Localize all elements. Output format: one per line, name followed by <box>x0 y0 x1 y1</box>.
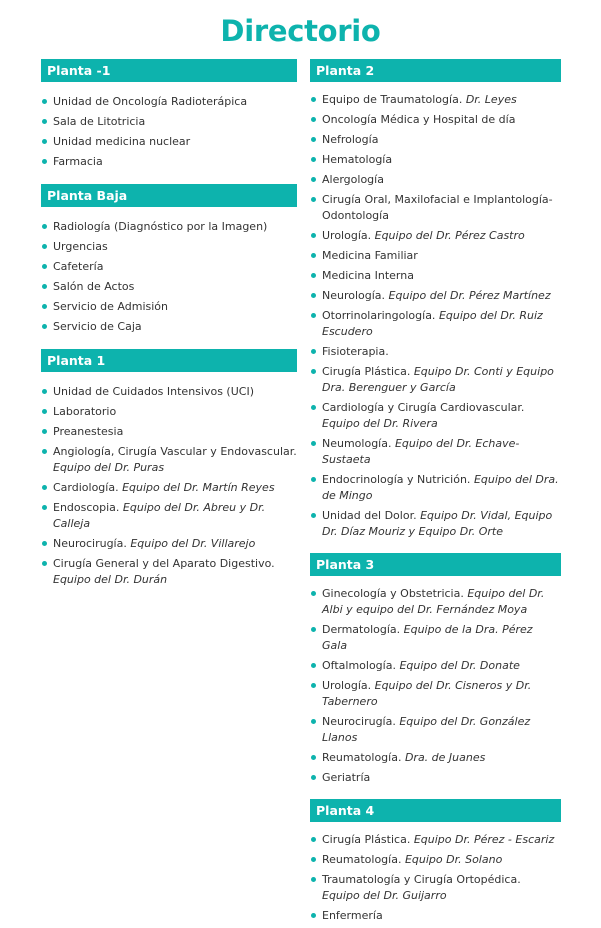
bullet-icon <box>42 264 47 269</box>
bullet-icon <box>311 627 316 632</box>
doctor-team: Equipo del Dr. González Llanos <box>322 715 531 744</box>
department-name: Unidad medicina nuclear <box>53 135 191 148</box>
list-item <box>41 279 297 295</box>
list-item <box>41 259 297 275</box>
department-name: Unidad de Oncología Radioterápica <box>53 95 248 108</box>
section-planta-3 <box>310 553 561 786</box>
department-name: Cirugía Plástica. <box>322 365 411 378</box>
list-item <box>41 444 297 476</box>
department-name: Laboratorio <box>53 405 117 418</box>
doctor-team: Equipo del Dr. Albi y equipo del Dr. Fernández Moya <box>322 587 545 616</box>
department-name: Fisioterapia. <box>322 345 389 358</box>
department-name: Otorrinolaringología. <box>322 309 436 322</box>
list-item <box>310 344 561 360</box>
list-item <box>310 658 561 674</box>
section-header: Planta 4 <box>310 799 561 822</box>
department-list <box>41 207 297 335</box>
bullet-icon <box>311 233 316 238</box>
department-name: Farmacia <box>53 155 103 168</box>
department-name: Cirugía General y del Aparato Digestivo. <box>53 557 275 570</box>
section-planta-1 <box>41 59 297 170</box>
bullet-icon <box>42 409 47 414</box>
section-header: Planta Baja <box>41 184 297 207</box>
list-item <box>41 384 297 400</box>
bullet-icon <box>311 755 316 760</box>
list-item <box>310 750 561 766</box>
department-list <box>41 82 297 170</box>
department-name: Urología. <box>322 229 372 242</box>
list-item <box>310 364 561 396</box>
department-name: Traumatología y Cirugía Ortopédica. <box>322 873 521 886</box>
bullet-icon <box>311 683 316 688</box>
bullet-icon <box>311 513 316 518</box>
doctor-team: Equipo Dr. Vidal, Equipo Dr. Díaz Mouriz y Equipo Dr. Orte <box>322 509 553 538</box>
list-item <box>41 299 297 315</box>
bullet-icon <box>311 197 316 202</box>
bullet-icon <box>311 313 316 318</box>
doctor-team: Equipo del Dra. de Mingo <box>322 473 559 502</box>
bullet-icon <box>311 157 316 162</box>
list-item <box>41 219 297 235</box>
doctor-team: Equipo Dr. Solano <box>404 853 503 866</box>
bullet-icon <box>311 837 316 842</box>
list-item <box>41 114 297 130</box>
section-spacer <box>41 174 297 184</box>
department-name: Unidad del Dolor. <box>322 509 417 522</box>
department-name: Salón de Actos <box>53 280 135 293</box>
bullet-icon <box>42 541 47 546</box>
department-name: Endocrinología y Nutrición. <box>322 473 471 486</box>
department-name: Neurocirugía. <box>322 715 396 728</box>
department-name: Equipo de Traumatología. <box>322 93 463 106</box>
bullet-icon <box>42 429 47 434</box>
section-planta-1 <box>41 349 297 588</box>
department-name: Neurocirugía. <box>53 537 127 550</box>
bullet-icon <box>311 369 316 374</box>
right-column <box>310 59 561 928</box>
department-name: Radiología (Diagnóstico por la Imagen) <box>53 220 268 233</box>
department-name: Endoscopia. <box>53 501 120 514</box>
doctor-team: Equipo del Dr. Martín Reyes <box>122 481 275 494</box>
doctor-team: Equipo del Dr. Puras <box>53 461 165 474</box>
list-item <box>310 622 561 654</box>
list-item <box>310 586 561 618</box>
bullet-icon <box>311 405 316 410</box>
bullet-icon <box>42 159 47 164</box>
list-item <box>310 852 561 868</box>
department-name: Urgencias <box>53 240 108 253</box>
department-list <box>310 82 561 540</box>
section-planta-2 <box>310 59 561 540</box>
list-item <box>310 508 561 540</box>
bullet-icon <box>42 485 47 490</box>
list-item <box>310 714 561 746</box>
list-item <box>310 152 561 168</box>
department-name: Cirugía Oral, Maxilofacial e Implantología-Odontología <box>322 193 553 222</box>
bullet-icon <box>42 119 47 124</box>
department-name: Medicina Interna <box>322 269 414 282</box>
bullet-icon <box>42 561 47 566</box>
list-item <box>310 112 561 128</box>
list-item <box>41 500 297 532</box>
doctor-team: Equipo del Dr. Guijarro <box>322 889 447 902</box>
left-column <box>41 59 297 592</box>
list-item <box>310 92 561 108</box>
list-item <box>310 908 561 924</box>
department-name: Servicio de Caja <box>53 320 142 333</box>
bullet-icon <box>311 663 316 668</box>
doctor-team: Equipo del Dr. Cisneros y Dr. Tabernero <box>322 679 532 708</box>
bullet-icon <box>311 857 316 862</box>
page-title: Directorio <box>220 14 381 48</box>
list-item <box>41 536 297 552</box>
section-header: Planta 1 <box>41 349 297 372</box>
department-list <box>310 576 561 786</box>
list-item <box>310 472 561 504</box>
bullet-icon <box>42 284 47 289</box>
department-name: Alergología <box>322 173 384 186</box>
doctor-team: Equipo del Dr. Durán <box>53 573 168 586</box>
department-name: Dermatología. <box>322 623 401 636</box>
list-item <box>41 319 297 335</box>
bullet-icon <box>42 389 47 394</box>
department-list <box>310 822 561 924</box>
list-item <box>310 832 561 848</box>
list-item <box>310 308 561 340</box>
list-item <box>310 192 561 224</box>
list-item <box>310 228 561 244</box>
department-name: Cafetería <box>53 260 104 273</box>
doctor-team: Equipo del Dr. Echave-Sustaeta <box>322 437 520 466</box>
list-item <box>41 134 297 150</box>
bullet-icon <box>42 505 47 510</box>
bullet-icon <box>311 293 316 298</box>
section-spacer <box>41 339 297 349</box>
department-name: Neumología. <box>322 437 392 450</box>
doctor-team: Equipo del Dr. Abreu y Dr. Calleja <box>53 501 266 530</box>
section-spacer <box>310 544 561 553</box>
department-name: Hematología <box>322 153 393 166</box>
department-name: Cardiología y Cirugía Cardiovascular. <box>322 401 525 414</box>
bullet-icon <box>311 441 316 446</box>
list-item <box>41 424 297 440</box>
bullet-icon <box>42 304 47 309</box>
doctor-team: Equipo del Dr. Pérez Castro <box>374 229 525 242</box>
list-item <box>41 404 297 420</box>
bullet-icon <box>311 177 316 182</box>
list-item <box>310 248 561 264</box>
section-header: Planta -1 <box>41 59 297 82</box>
section-header: Planta 2 <box>310 59 561 82</box>
list-item <box>41 480 297 496</box>
list-item <box>310 288 561 304</box>
doctor-team: Equipo del Dr. Ruiz Escudero <box>322 309 543 338</box>
department-name: Preanestesia <box>53 425 124 438</box>
bullet-icon <box>311 591 316 596</box>
bullet-icon <box>311 913 316 918</box>
bullet-icon <box>311 97 316 102</box>
bullet-icon <box>42 244 47 249</box>
bullet-icon <box>311 349 316 354</box>
department-name: Ginecología y Obstetricia. <box>322 587 464 600</box>
department-name: Medicina Familiar <box>322 249 418 262</box>
section-spacer <box>310 790 561 799</box>
bullet-icon <box>311 273 316 278</box>
bullet-icon <box>42 449 47 454</box>
department-name: Enfermería <box>322 909 383 922</box>
list-item <box>310 678 561 710</box>
department-list <box>41 372 297 588</box>
list-item <box>41 239 297 255</box>
bullet-icon <box>311 877 316 882</box>
bullet-icon <box>311 253 316 258</box>
department-name: Oncología Médica y Hospital de día <box>322 113 516 126</box>
department-name: Servicio de Admisión <box>53 300 168 313</box>
bullet-icon <box>42 99 47 104</box>
doctor-team: Equipo del Dr. Villarejo <box>130 537 256 550</box>
doctor-team: Equipo del Dr. Donate <box>399 659 520 672</box>
list-item <box>310 268 561 284</box>
list-item <box>310 770 561 786</box>
department-name: Cirugía Plástica. <box>322 833 411 846</box>
department-name: Urología. <box>322 679 372 692</box>
department-name: Angiología, Cirugía Vascular y Endovascular. <box>53 445 297 458</box>
section-header: Planta 3 <box>310 553 561 576</box>
doctor-team: Equipo Dr. Pérez - Escariz <box>413 833 555 846</box>
list-item <box>310 172 561 188</box>
bullet-icon <box>311 719 316 724</box>
doctor-team: Dr. Leyes <box>465 93 517 106</box>
list-item <box>310 872 561 904</box>
list-item <box>41 94 297 110</box>
department-name: Geriatría <box>322 771 371 784</box>
department-name: Unidad de Cuidados Intensivos (UCI) <box>53 385 254 398</box>
doctor-team: Equipo del Dr. Rivera <box>322 417 438 430</box>
bullet-icon <box>311 477 316 482</box>
bullet-icon <box>42 224 47 229</box>
department-name: Oftalmología. <box>322 659 396 672</box>
department-name: Neurología. <box>322 289 386 302</box>
department-name: Reumatología. <box>322 751 402 764</box>
department-name: Reumatología. <box>322 853 402 866</box>
doctor-team: Equipo de la Dra. Pérez Gala <box>322 623 533 652</box>
bullet-icon <box>311 117 316 122</box>
list-item <box>41 154 297 170</box>
section-planta-baja <box>41 184 297 335</box>
doctor-team: Equipo del Dr. Pérez Martínez <box>388 289 551 302</box>
section-planta-4 <box>310 799 561 924</box>
list-item <box>41 556 297 588</box>
doctor-team: Equipo Dr. Conti y Equipo Dra. Berenguer y García <box>322 365 554 394</box>
department-name: Sala de Litotricia <box>53 115 146 128</box>
doctor-team: Dra. de Juanes <box>404 751 486 764</box>
department-name: Cardiología. <box>53 481 119 494</box>
bullet-icon <box>311 137 316 142</box>
bullet-icon <box>311 775 316 780</box>
bullet-icon <box>42 139 47 144</box>
department-name: Nefrología <box>322 133 379 146</box>
list-item <box>310 436 561 468</box>
bullet-icon <box>42 324 47 329</box>
list-item <box>310 132 561 148</box>
list-item <box>310 400 561 432</box>
